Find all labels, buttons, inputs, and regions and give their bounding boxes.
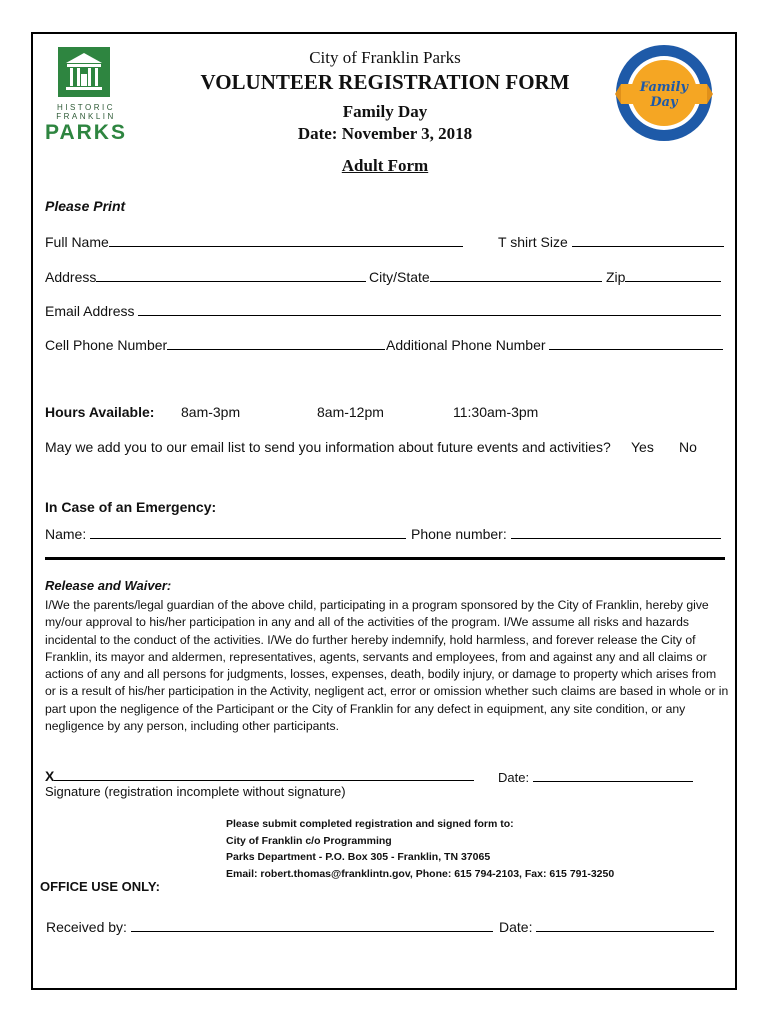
office-date-field[interactable] <box>499 917 714 935</box>
section-divider <box>45 557 725 560</box>
received-by-line[interactable] <box>131 917 493 932</box>
submit-line-4: Email: robert.thomas@franklintn.gov, Phone: 615 794-2103, Fax: 615 791-3250 <box>226 867 615 880</box>
signature-date-line[interactable] <box>533 767 693 782</box>
email-line[interactable] <box>138 301 721 316</box>
additional-phone-label: Additional Phone Number <box>386 337 546 353</box>
tshirt-field[interactable] <box>498 232 724 250</box>
form-subtitle: Adult Form <box>341 156 429 175</box>
please-print-label: Please Print <box>45 198 126 214</box>
zip-field[interactable] <box>606 267 721 285</box>
address-field[interactable] <box>45 267 366 285</box>
address-label: Address <box>45 269 97 285</box>
city-state-label: City/State <box>369 269 430 285</box>
additional-phone-line[interactable] <box>549 335 723 350</box>
cell-phone-field[interactable] <box>45 335 385 353</box>
signature-date-label: Date: <box>498 770 530 785</box>
event-name: Family Day <box>342 102 428 121</box>
signature-caption: Signature (registration incomplete without signature) <box>45 784 346 799</box>
waiver-heading: Release and Waiver: <box>45 578 172 593</box>
cell-phone-label: Cell Phone Number <box>45 337 168 353</box>
org-name: City of Franklin Parks <box>309 48 461 67</box>
full-name-field[interactable] <box>45 232 463 250</box>
address-line[interactable] <box>96 267 366 282</box>
zip-line[interactable] <box>625 267 721 282</box>
emergency-heading: In Case of an Emergency: <box>45 499 217 515</box>
building-icon <box>58 47 110 97</box>
emergency-name-line[interactable] <box>90 524 406 539</box>
office-date-line[interactable] <box>536 917 714 932</box>
received-by-label: Received by: <box>46 919 127 935</box>
badge-day-text: Day <box>650 95 678 110</box>
email-list-no[interactable]: No <box>679 439 697 455</box>
hours-option-3[interactable]: 11:30am-3pm <box>453 404 539 420</box>
emergency-name-label: Name: <box>45 526 87 542</box>
email-list-question: May we add you to our email list to send you information about future events and activities? <box>45 439 611 455</box>
signature-field[interactable] <box>45 766 474 784</box>
full-name-line[interactable] <box>109 232 463 247</box>
hours-option-2[interactable]: 8am-12pm <box>317 404 384 420</box>
office-use-heading: OFFICE USE ONLY: <box>40 879 160 894</box>
emergency-phone-line[interactable] <box>511 524 721 539</box>
family-day-badge-icon <box>615 44 713 142</box>
additional-phone-field[interactable] <box>386 335 723 353</box>
full-name-label: Full Name <box>45 234 109 250</box>
badge-family-text: Family <box>639 80 689 95</box>
tshirt-label: T shirt Size <box>498 234 568 250</box>
submit-line-3: Parks Department - P.O. Box 305 - Franklin, TN 37065 <box>226 851 491 863</box>
signature-line[interactable] <box>54 766 474 781</box>
city-state-field[interactable] <box>369 267 602 285</box>
emergency-phone-field[interactable] <box>411 524 721 542</box>
email-label: Email Address <box>45 303 135 319</box>
emergency-name-field[interactable] <box>45 524 406 542</box>
signature-date-field[interactable] <box>498 767 693 785</box>
form-title: VOLUNTEER REGISTRATION FORM <box>200 70 570 94</box>
email-list-yes[interactable]: Yes <box>631 439 654 455</box>
email-field[interactable] <box>45 301 721 319</box>
franklin-parks-logo <box>58 47 110 97</box>
zip-label: Zip <box>606 269 626 285</box>
submit-line-1: Please submit completed registration and signed form to: <box>226 818 514 830</box>
hours-label: Hours Available: <box>45 404 155 420</box>
received-by-field[interactable] <box>46 917 493 935</box>
logo-parks-text: PARKS <box>45 121 127 144</box>
submit-line-2: City of Franklin c/o Programming <box>226 834 392 847</box>
waiver-body: I/We the parents/legal guardian of the above child, participating in a program sponsored by the City of Franklin, hereby give my/our approval to his/her participation in any and all of the activities of the program. I/We assume all risks and hazards incidental to the conduct of the activities. I/We do further hereby indemnify, hold harmless, and forever release the City of Franklin, its mayor and aldermen, representatives, agents, servants and employees, from and against any and all claims or actions of any and all persons for judgments, losses, expenses, death, bodily injury, or damage to property which arises from or is a result of his/her participation in the Activity, negligent act, error or omission whether such claims are based in whole or in part upon the negligence of the Participant or the City of Franklin for any defect in equipment, any site condition, or any negligence by any person, including other participants. <box>45 598 729 734</box>
tshirt-line[interactable] <box>572 232 724 247</box>
emergency-phone-label: Phone number: <box>411 526 507 542</box>
city-state-line[interactable] <box>430 267 602 282</box>
signature-x-mark: X <box>45 768 55 784</box>
logo-historic-franklin: HISTORIC FRANKLIN <box>56 103 116 121</box>
submit-instructions <box>226 816 614 882</box>
hours-option-1[interactable]: 8am-3pm <box>181 404 241 420</box>
office-date-label: Date: <box>499 919 533 935</box>
cell-phone-line[interactable] <box>167 335 385 350</box>
event-date: Date: November 3, 2018 <box>297 124 473 143</box>
